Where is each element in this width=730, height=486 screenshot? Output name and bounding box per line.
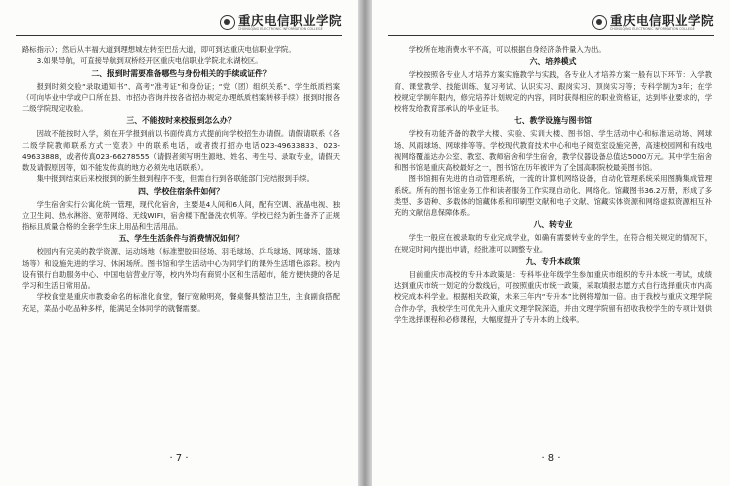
book-spine: [358, 0, 372, 486]
page-body: [394, 44, 712, 325]
page-number: · 7 ·: [169, 453, 189, 464]
paragraph: 学校按照各专业人才培养方案实施教学与实践，各专业人才培养方案一般有以下环节：入学教育、课堂教学、技能训练、复习考试、认识实习、跟岗实习、顶岗实习等；专科学制为3年；在学校规定学制年限内，修完培养计划规定的内容，同时获得相应的职业资格证，达到毕业要求的，学校将发给教育部承认的毕业证书。: [394, 70, 712, 113]
right-page: [372, 0, 730, 486]
paragraph: 学校有功能齐备的教学大楼、实验、实训大楼、图书馆、学生活动中心和标准运动场、网球场、风雨球场、网球排等等。学校现代教育技术中心和电子阅览室设施完善，高速校园网和有线电视网络覆盖达办公室、教室、教师宿舍和学生宿舍，教学仪器设备总值达5000万元。其中学生宿舍和图书馆是重庆高校最好之一，图书馆在历年被评为了全国高职院校最美图书馆。: [394, 129, 712, 172]
paragraph: 路标指示）；然后从丰福大道到理想城左转至巴岳大道，即可到达重庆电信职业学院。: [22, 45, 296, 54]
page-header: [220, 14, 342, 31]
paragraph: 学校所在地消费水平不高，可以根据自身经济条件量入为出。: [408, 45, 606, 54]
header-rule: [388, 35, 714, 36]
section-heading: 二、报到时需要准备哪些与身份相关的手续或证件？: [91, 68, 271, 78]
page-number: · 8 ·: [541, 453, 561, 464]
college-name: 重庆电信职业学院: [237, 13, 342, 28]
section-heading: 三、不能按时来校报到怎么办？: [126, 116, 236, 126]
college-name-en: CHONGQING ELECTRONIC INFORMATION COLLEGE: [609, 27, 695, 31]
paragraph: 报到时须交验“录取通知书”、高考“准考证”和身份证；“党（团）组织关系”、学生纸质档案（可向毕业中学或户口所在县、市招办咨询并按各省招办规定办理纸质档案转移手续）报到时报各二级学院现定收验。: [22, 81, 340, 113]
page-body: [22, 44, 340, 314]
college-name: 重庆电信职业学院: [609, 13, 714, 28]
section-heading: 六、培养模式: [529, 57, 577, 67]
paragraph: 集中报到结束后来校报到的新生报到程序不变，但需自行到各联能部门完结报到手续。: [36, 174, 314, 184]
paragraph: 目前重庆市高校的专升本政策是：专科毕业年级学生参加重庆市组织的专升本统一考试，成绩达到重庆市统一划定的分数线后，可按照重庆市统一政策，采取填报志愿方式自行选择重庆市内高校完成本科学业。根据相关政策，未来三年内“专升本”比例将增加一倍。由于我校与重庆文理学院合作办学，我校学生可优先升入重庆文理学院深造，并由文理学院留有招收我校学生的专项计划供学生选择课程和必修课程，大幅度提升了专升本的上线率。: [394, 269, 712, 324]
page-header: [592, 14, 714, 31]
college-logo-icon: [220, 15, 235, 30]
paragraph: 3.如果导航，可直接导航到双桥经开区重庆电信职业学院北永湖校区。: [36, 56, 263, 66]
section-heading: 四、学校住宿条件如何？: [138, 186, 224, 196]
college-name-en: CHONGQING ELECTRONIC INFORMATION COLLEGE: [237, 27, 323, 31]
paragraph: 学生宿舍实行公寓化统一管理，现代化宿舍，主要是4人间和6人间，配有空调、液晶电视、独立卫生间、热水淋浴、宽带网络、无线WIFI，宿舍楼下配备洗衣机等。学校已经为新生备齐了正规指标且质量合格的全套学生床上用品和生活用品。: [22, 199, 340, 231]
section-heading: 五、学生生活条件与消费情况如何？: [118, 234, 244, 244]
paragraph: 校园内有完美的教学资源、运动场地（标准塑胶田径场、羽毛球场、乒乓球场、网球场、篮球场等）和设施先进的学习、休闲场所。图书馆和学生活动中心为同学们的课外生活增色添彩。校内设有银行自助服务中心、中国电信营业厅等，校内外均有商贸小区和生活超市，能方便快捷的各足学习和生活日常用品。: [22, 247, 340, 290]
paragraph: 因故不能按时入学，须在开学报到前以书面传真方式提前向学校招生办请假。请假请联系《各二级学院教师联系方式一览表》中的联系电话，或者拨打招办电话023-49633833、023-49633888，或者传真023-66278555（请假者须写明生源地、姓名、考生号、录取专业，请假天数及请假原因等，如不能发传真的地方必须先电话联系）。: [22, 129, 340, 172]
left-page: [0, 0, 358, 486]
college-logo-icon: [592, 15, 607, 30]
paragraph: 图书馆拥有先进的自动管理系统，一流的计算机网络设备，自动化管理系统采用图腾集成管理系统。所有的图书馆业务工作和读者服务工作实现自动化、网络化。馆藏图书36.2万册，形成了多类型、多语种、多载体的馆藏体系和印刷型文献和电子文献、馆藏实体资源和网络虚拟资源相互补充的文献信息保障体系。: [394, 174, 712, 217]
section-heading: 九、专升本政策: [525, 256, 581, 266]
section-heading: 七、教学设施与图书馆: [514, 116, 592, 126]
header-rule: [16, 35, 342, 36]
section-heading: 八、转专业: [533, 220, 573, 230]
paragraph: 学生一般应在被录取的专业完成学业，如确有需要转专业的学生，在符合相关规定的情况下，在规定时间内提出申请，经批准可以调整专业。: [394, 233, 712, 254]
paragraph: 学校食堂是重庆市教委命名的标准化食堂，餐厅宽敞明亮，餐桌餐具整洁卫生，主食副食搭配充足，菜品小吃品种多样，能满足全体同学的就餐需要。: [22, 292, 340, 313]
